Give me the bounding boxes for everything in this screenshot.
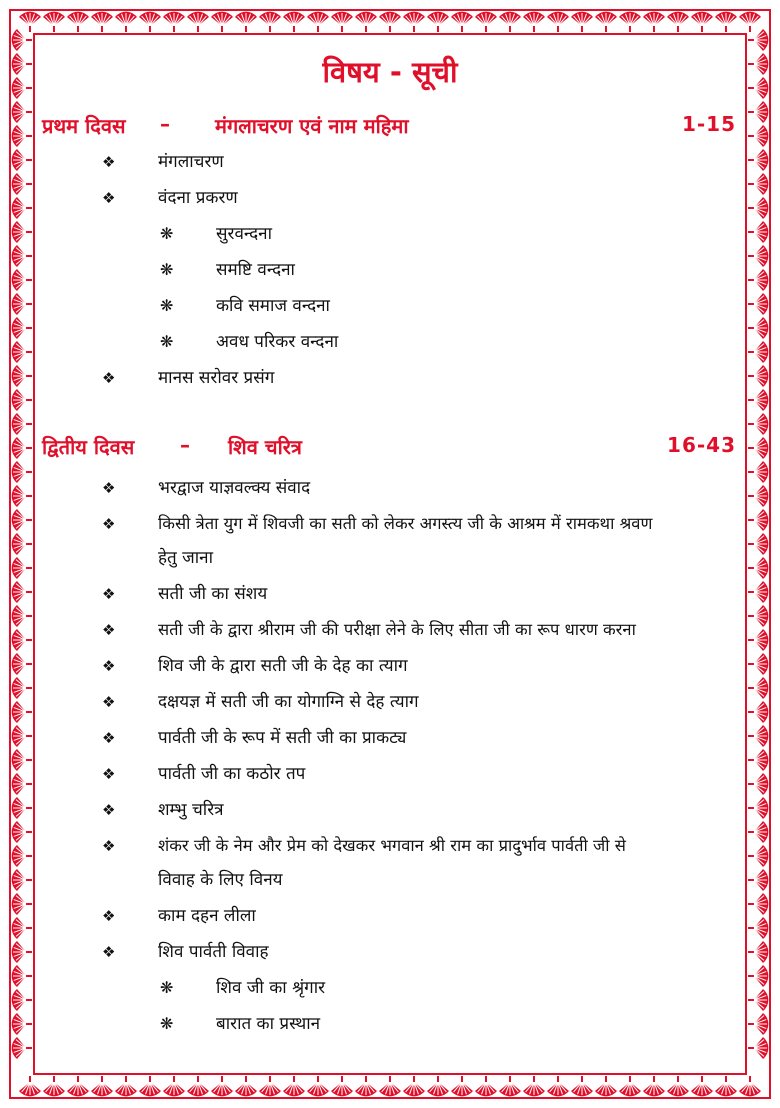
border-fan-ornament xyxy=(748,677,768,699)
border-fan-ornament xyxy=(595,1076,617,1096)
list-item-text: दक्षयज्ञ में सती जी का योगाग्नि से देह त्याग xyxy=(158,692,419,712)
border-fan-ornament xyxy=(748,989,768,1011)
border-fan-ornament xyxy=(12,797,32,819)
sub-list-item xyxy=(40,1007,740,1041)
border-fan-ornament xyxy=(748,77,768,99)
sub-list-item-text: बारात का प्रस्थान xyxy=(216,1014,321,1034)
border-fan-ornament xyxy=(12,437,32,459)
list-item-text: काम दहन लीला xyxy=(158,906,256,926)
border-fan-ornament xyxy=(12,341,32,363)
border-fan-ornament xyxy=(235,12,257,32)
border-fan-ornament xyxy=(12,557,32,579)
list-item-text: शम्भु चरित्र xyxy=(158,800,224,820)
sub-list-item-text: शिव जी का श्रृंगार xyxy=(216,978,326,998)
border-fan-ornament xyxy=(379,12,401,32)
border-fan-ornament xyxy=(259,12,281,32)
border-fan-ornament xyxy=(12,965,32,987)
border-fan-ornament xyxy=(748,701,768,723)
list-item-text: मानस सरोवर प्रसंग xyxy=(158,368,275,388)
border-fan-ornament xyxy=(12,149,32,171)
border-fan-ornament xyxy=(595,12,617,32)
sub-list-item-text: सुरवन्दना xyxy=(216,224,273,244)
border-fan-ornament xyxy=(12,893,32,915)
border-fan-ornament xyxy=(12,221,32,243)
list-item xyxy=(40,829,740,897)
section-day-label: प्रथम दिवस xyxy=(42,114,126,138)
border-fan-ornament xyxy=(12,629,32,651)
border-fan-ornament xyxy=(691,12,713,32)
border-fan-ornament xyxy=(12,101,32,123)
asterisk-bullet-icon: ❋ xyxy=(160,978,174,997)
border-fan-ornament xyxy=(667,12,689,32)
border-fan-ornament xyxy=(12,197,32,219)
border-fan-ornament xyxy=(163,1076,185,1096)
border-fan-ornament xyxy=(748,797,768,819)
border-fan-ornament xyxy=(12,317,32,339)
list-item xyxy=(40,685,740,719)
border-fan-ornament xyxy=(748,269,768,291)
border-fan-ornament xyxy=(475,12,497,32)
border-fan-ornament xyxy=(12,461,32,483)
sub-list-item-text: समष्टि वन्दना xyxy=(216,260,295,280)
border-fan-ornament xyxy=(12,509,32,531)
border-fan-ornament xyxy=(499,12,521,32)
border-fan-ornament xyxy=(115,1076,137,1096)
list-item xyxy=(40,577,740,611)
border-fan-ornament xyxy=(748,533,768,555)
section-heading-day-2 xyxy=(40,433,740,463)
border-fan-ornament xyxy=(12,749,32,771)
border-fan-ornament xyxy=(748,605,768,627)
border-fan-ornament xyxy=(12,821,32,843)
diamond-bullet-icon: ❖ xyxy=(102,479,116,497)
border-fan-ornament xyxy=(571,12,593,32)
border-fan-ornament xyxy=(283,12,305,32)
list-item-text: वंदना प्रकरण xyxy=(158,188,238,208)
border-fan-ornament xyxy=(748,173,768,195)
list-item-text-line-2: हेतु जाना xyxy=(158,548,213,568)
list-item xyxy=(40,507,740,575)
border-fan-ornament xyxy=(748,437,768,459)
border-fan-ornament xyxy=(748,317,768,339)
border-fan-ornament xyxy=(748,821,768,843)
sub-list-item xyxy=(40,289,740,323)
list-item-text: शिव पार्वती विवाह xyxy=(158,942,269,962)
asterisk-bullet-icon: ❋ xyxy=(160,332,174,351)
border-fan-ornament xyxy=(643,12,665,32)
list-item-text-line-1: शंकर जी के नेम और प्रेम को देखकर भगवान श्री राम का प्रादुर्भाव पार्वती जी से xyxy=(158,836,626,855)
border-fan-ornament xyxy=(379,1076,401,1096)
border-fan-ornament xyxy=(91,1076,113,1096)
section-dash: – xyxy=(180,433,190,457)
border-fan-ornament xyxy=(739,12,761,32)
list-item xyxy=(40,757,740,791)
border-fan-ornament xyxy=(748,413,768,435)
border-fan-ornament xyxy=(523,12,545,32)
border-fan-ornament xyxy=(12,125,32,147)
section-topic: शिव चरित्र xyxy=(228,435,302,459)
border-fan-ornament xyxy=(67,1076,89,1096)
border-fan-ornament xyxy=(403,1076,425,1096)
diamond-bullet-icon: ❖ xyxy=(102,621,116,639)
asterisk-bullet-icon: ❋ xyxy=(160,260,174,279)
list-item xyxy=(40,899,740,933)
border-fan-ornament xyxy=(12,989,32,1011)
border-fan-ornament xyxy=(19,1076,41,1096)
diamond-bullet-icon: ❖ xyxy=(102,585,116,603)
border-fan-ornament xyxy=(547,1076,569,1096)
border-fan-ornament xyxy=(739,1076,761,1096)
border-fan-ornament xyxy=(748,965,768,987)
border-fan-ornament xyxy=(12,773,32,795)
section-topic: मंगलाचरण एवं नाम महिमा xyxy=(215,114,409,138)
border-fan-ornament xyxy=(667,1076,689,1096)
border-fan-ornament xyxy=(748,221,768,243)
border-fan-ornament xyxy=(748,1037,768,1059)
asterisk-bullet-icon: ❋ xyxy=(160,224,174,243)
border-fan-ornament xyxy=(403,12,425,32)
border-fan-ornament xyxy=(139,1076,161,1096)
list-item xyxy=(40,471,740,505)
list-item-text: सती जी के द्वारा श्रीराम जी की परीक्षा लेने के लिए सीता जी का रूप धारण करना xyxy=(158,620,636,639)
diamond-bullet-icon: ❖ xyxy=(102,907,116,925)
border-fan-ornament xyxy=(619,12,641,32)
border-fan-ornament xyxy=(571,1076,593,1096)
border-fan-ornament xyxy=(748,749,768,771)
border-fan-ornament xyxy=(748,941,768,963)
border-fan-ornament xyxy=(12,245,32,267)
diamond-bullet-icon: ❖ xyxy=(102,729,116,747)
border-fan-ornament xyxy=(748,293,768,315)
border-fan-ornament xyxy=(748,389,768,411)
border-fan-ornament xyxy=(163,12,185,32)
border-fan-ornament xyxy=(748,341,768,363)
border-fan-ornament xyxy=(748,893,768,915)
list-item-text-line-1: किसी त्रेता युग में शिवजी का सती को लेकर अगस्त्य जी के आश्रम में रामकथा श्रवण xyxy=(158,514,653,533)
border-fan-ornament xyxy=(499,1076,521,1096)
border-fan-ornament xyxy=(748,101,768,123)
border-fan-ornament xyxy=(12,1013,32,1035)
border-fan-ornament xyxy=(748,773,768,795)
diamond-bullet-icon: ❖ xyxy=(102,765,116,783)
border-fan-ornament xyxy=(748,29,768,51)
list-item-text: सती जी का संशय xyxy=(158,584,268,604)
sub-list-item xyxy=(40,217,740,251)
border-fan-ornament xyxy=(139,12,161,32)
border-fan-ornament xyxy=(748,125,768,147)
border-fan-ornament xyxy=(12,677,32,699)
border-fan-ornament xyxy=(748,629,768,651)
section-dash: – xyxy=(160,112,170,136)
border-fan-ornament xyxy=(12,533,32,555)
border-fan-ornament xyxy=(355,12,377,32)
border-fan-ornament xyxy=(12,581,32,603)
border-fan-ornament xyxy=(748,1013,768,1035)
list-item xyxy=(40,935,740,969)
border-fan-ornament xyxy=(748,845,768,867)
border-fan-ornament xyxy=(187,1076,209,1096)
list-item-text: शिव जी के द्वारा सती जी के देह का त्याग xyxy=(158,656,408,676)
border-fan-ornament xyxy=(748,461,768,483)
list-item-text: भरद्वाज याज्ञवल्क्य संवाद xyxy=(158,478,311,498)
border-fan-ornament xyxy=(12,917,32,939)
list-item-text: मंगलाचरण xyxy=(158,152,224,172)
border-fan-ornament xyxy=(748,485,768,507)
list-item-text: पार्वती जी का कठोर तप xyxy=(158,764,306,784)
border-fan-ornament xyxy=(451,1076,473,1096)
list-item xyxy=(40,145,740,179)
border-fan-ornament xyxy=(748,53,768,75)
diamond-bullet-icon: ❖ xyxy=(102,657,116,675)
asterisk-bullet-icon: ❋ xyxy=(160,296,174,315)
border-fan-ornament xyxy=(523,1076,545,1096)
sub-list-item xyxy=(40,325,740,359)
border-fan-ornament xyxy=(43,1076,65,1096)
section-page-range: 1-15 xyxy=(681,112,736,136)
border-fan-ornament xyxy=(748,557,768,579)
contents-body xyxy=(40,40,740,1068)
sub-list-item xyxy=(40,971,740,1005)
border-fan-ornament xyxy=(211,12,233,32)
diamond-bullet-icon: ❖ xyxy=(102,153,116,171)
border-fan-ornament xyxy=(12,29,32,51)
border-fan-ornament xyxy=(211,1076,233,1096)
border-fan-ornament xyxy=(91,12,113,32)
sub-list-item xyxy=(40,253,740,287)
border-fan-ornament xyxy=(12,725,32,747)
border-fan-ornament xyxy=(715,1076,737,1096)
border-fan-ornament xyxy=(715,12,737,32)
border-fan-ornament xyxy=(748,509,768,531)
section-page-range: 16-43 xyxy=(667,433,736,457)
sub-list-item-text: अवध परिकर वन्दना xyxy=(216,332,339,352)
border-fan-ornament xyxy=(547,12,569,32)
page-title: विषय - सूची xyxy=(322,55,458,89)
border-fan-ornament xyxy=(427,1076,449,1096)
diamond-bullet-icon: ❖ xyxy=(102,369,116,387)
diamond-bullet-icon: ❖ xyxy=(102,801,116,819)
border-fan-ornament xyxy=(12,845,32,867)
border-fan-ornament xyxy=(451,12,473,32)
border-fan-ornament xyxy=(331,1076,353,1096)
border-fan-ornament xyxy=(331,12,353,32)
list-item-text-line-2: विवाह के लिए विनय xyxy=(158,870,283,890)
border-fan-ornament xyxy=(43,12,65,32)
border-fan-ornament xyxy=(283,1076,305,1096)
border-fan-ornament xyxy=(12,53,32,75)
border-fan-ornament xyxy=(307,1076,329,1096)
border-fan-ornament xyxy=(427,12,449,32)
border-fan-ornament xyxy=(12,389,32,411)
border-fan-ornament xyxy=(12,653,32,675)
sub-list-item-text: कवि समाज वन्दना xyxy=(216,296,330,316)
border-fan-ornament xyxy=(748,917,768,939)
border-fan-ornament xyxy=(12,413,32,435)
border-fan-ornament xyxy=(748,245,768,267)
border-fan-ornament xyxy=(12,77,32,99)
section-day-label: द्वितीय दिवस xyxy=(42,435,135,459)
border-fan-ornament xyxy=(748,149,768,171)
border-fan-ornament xyxy=(643,1076,665,1096)
section-heading-day-1 xyxy=(40,112,740,142)
border-fan-ornament xyxy=(67,12,89,32)
border-fan-ornament xyxy=(12,605,32,627)
border-fan-ornament xyxy=(12,941,32,963)
border-fan-ornament xyxy=(355,1076,377,1096)
border-fan-ornament xyxy=(691,1076,713,1096)
border-fan-ornament xyxy=(12,293,32,315)
border-fan-ornament xyxy=(12,869,32,891)
diamond-bullet-icon: ❖ xyxy=(102,693,116,711)
border-fan-ornament xyxy=(748,653,768,675)
diamond-bullet-icon: ❖ xyxy=(102,189,116,207)
list-item xyxy=(40,649,740,683)
border-fan-ornament xyxy=(12,173,32,195)
border-fan-ornament xyxy=(748,581,768,603)
asterisk-bullet-icon: ❋ xyxy=(160,1014,174,1033)
border-fan-ornament xyxy=(307,12,329,32)
border-fan-ornament xyxy=(235,1076,257,1096)
list-item xyxy=(40,613,740,647)
list-item xyxy=(40,793,740,827)
list-item xyxy=(40,361,740,395)
list-item xyxy=(40,721,740,755)
border-fan-ornament xyxy=(12,1037,32,1059)
border-fan-ornament xyxy=(259,1076,281,1096)
border-fan-ornament xyxy=(12,485,32,507)
list-item-text: पार्वती जी के रूप में सती जी का प्राकट्य xyxy=(158,728,407,748)
border-fan-ornament xyxy=(475,1076,497,1096)
border-fan-ornament xyxy=(19,12,41,32)
border-fan-ornament xyxy=(748,869,768,891)
border-fan-ornament xyxy=(187,12,209,32)
border-fan-ornament xyxy=(115,12,137,32)
border-fan-ornament xyxy=(748,365,768,387)
border-fan-ornament xyxy=(12,365,32,387)
diamond-bullet-icon: ❖ xyxy=(102,515,116,533)
border-fan-ornament xyxy=(619,1076,641,1096)
border-fan-ornament xyxy=(748,197,768,219)
border-fan-ornament xyxy=(12,701,32,723)
border-fan-ornament xyxy=(12,269,32,291)
diamond-bullet-icon: ❖ xyxy=(102,837,116,855)
diamond-bullet-icon: ❖ xyxy=(102,943,116,961)
list-item xyxy=(40,181,740,215)
border-fan-ornament xyxy=(748,725,768,747)
